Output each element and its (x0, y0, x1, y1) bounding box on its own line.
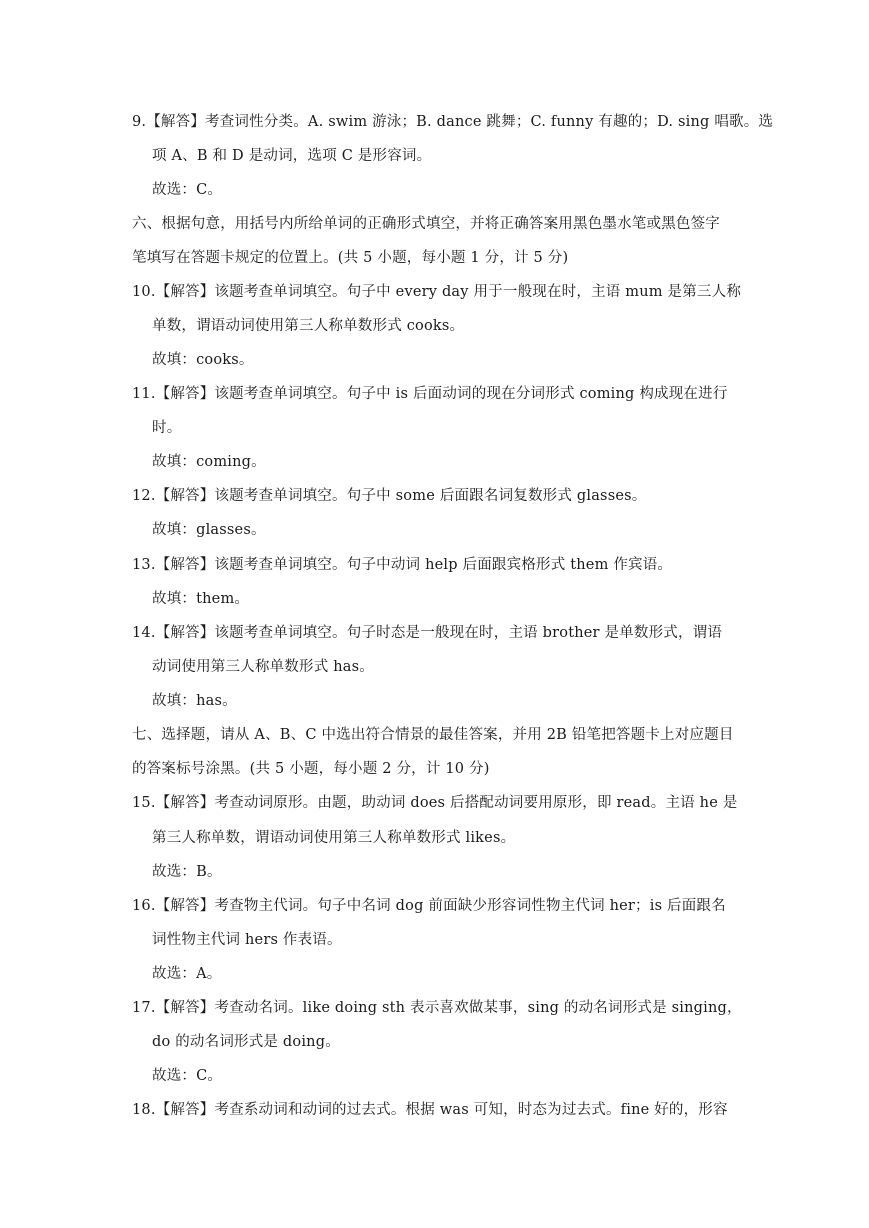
q13-line-1: 13.【解答】该题考查单词填空。句子中动词 help 后面跟宾格形式 them 作宾语。 (132, 557, 673, 573)
q10-line-2: 单数，谓语动词使用第三人称单数形式 cooks。 (152, 318, 465, 334)
q18-line-1: 18.【解答】考查系动词和动词的过去式。根据 was 可知，时态为过去式。fine 好的，形容 (132, 1102, 728, 1118)
q9-line-2: 项 A、B 和 D 是动词，选项 C 是形容词。 (152, 148, 432, 164)
q17-line-1: 17.【解答】考查动名词。like doing sth 表示喜欢做某事，sing 的动名词形式是 singing， (132, 1000, 742, 1016)
q10-answer: 故填：cooks。 (152, 352, 254, 368)
q14-line-2: 动词使用第三人称单数形式 has。 (152, 659, 374, 675)
q16-answer: 故选：A。 (152, 966, 222, 982)
q11-line-2: 时。 (152, 420, 182, 436)
q9-line-1: 9.【解答】考查词性分类。A. swim 游泳；B. dance 跳舞；C. funny 有趣的；D. sing 唱歌。选 (132, 114, 774, 130)
q15-answer: 故选：B。 (152, 864, 222, 880)
q11-line-1: 11.【解答】该题考查单词填空。句子中 is 后面动词的现在分词形式 coming 构成现在进行 (132, 386, 728, 402)
section-7-heading-2: 的答案标号涂黑。(共 5 小题，每小题 2 分，计 10 分) (132, 761, 490, 777)
q17-line-2: do 的动名词形式是 doing。 (152, 1034, 340, 1050)
section-6-heading-2: 笔填写在答题卡规定的位置上。(共 5 小题，每小题 1 分，计 5 分) (132, 250, 569, 266)
q14-answer: 故填：has。 (152, 693, 237, 709)
q9-answer: 故选：C。 (152, 182, 223, 198)
q12-answer: 故填：glasses。 (152, 522, 266, 538)
section-7-heading-1: 七、选择题，请从 A、B、C 中选出符合情景的最佳答案，并用 2B 铅笔把答题卡上对应题目 (132, 727, 734, 743)
section-6-heading-1: 六、根据句意，用括号内所给单词的正确形式填空，并将正确答案用黑色墨水笔或黑色签字 (132, 216, 720, 232)
q11-answer: 故填：coming。 (152, 454, 266, 470)
q15-line-2: 第三人称单数，谓语动词使用第三人称单数形式 likes。 (152, 830, 516, 846)
q16-line-2: 词性物主代词 hers 作表语。 (152, 932, 342, 948)
q15-line-1: 15.【解答】考查动词原形。由题，助动词 does 后搭配动词要用原形，即 read。主语 he 是 (132, 795, 738, 811)
q13-answer: 故填：them。 (152, 591, 250, 607)
q16-line-1: 16.【解答】考查物主代词。句子中名词 dog 前面缺少形容词性物主代词 her；is 后面跟名 (132, 898, 726, 914)
q14-line-1: 14.【解答】该题考查单词填空。句子时态是一般现在时，主语 brother 是单数形式，谓语 (132, 625, 723, 641)
q17-answer: 故选：C。 (152, 1068, 223, 1084)
q10-line-1: 10.【解答】该题考查单词填空。句子中 every day 用于一般现在时，主语 mum 是第三人称 (132, 284, 742, 300)
q12-line-1: 12.【解答】该题考查单词填空。句子中 some 后面跟名词复数形式 glasses。 (132, 488, 647, 504)
